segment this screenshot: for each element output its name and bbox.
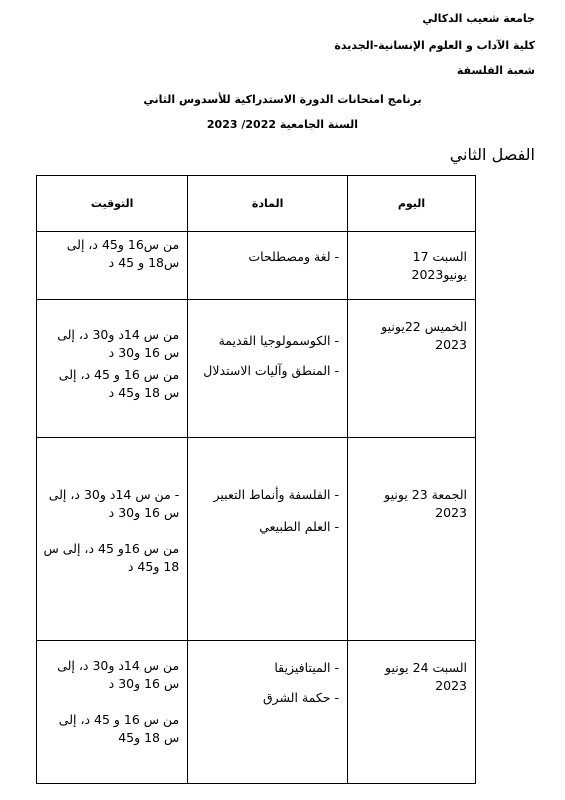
table-header-row (37, 176, 476, 232)
document-title: برنامج امتحانات الدورة الاستدراكية للأسدوس الثاني (143, 93, 422, 106)
day-text: الخميس 22يونيو 2023 (381, 319, 467, 352)
column-header-time: التوقيت (37, 176, 188, 232)
subject-item: - لغة ومصطلحات (248, 249, 339, 264)
time-cell (37, 438, 188, 641)
faculty-name: كلية الآداب و العلوم الإنسانية-الجديدة (334, 39, 535, 52)
day-text: الجمعة 23 يونيو 2023 (384, 487, 467, 520)
table-row (37, 438, 476, 641)
column-header-subject: المادة (188, 176, 348, 232)
subject-item: - الميتافيزيقا (274, 660, 339, 675)
time-cell (37, 300, 188, 438)
time-item: من س 14د و30 د، إلى س 16 و30 د (57, 658, 180, 691)
subject-item: - العلم الطبيعي (259, 519, 339, 534)
time-item: من س 16و 45 د، إلى س 18 و45 د (43, 541, 180, 574)
university-name: جامعة شعيب الدكالي (422, 12, 535, 25)
subject-cell (188, 641, 348, 784)
subject-cell (188, 438, 348, 641)
academic-year: السنة الجامعية 2022/ 2023 (206, 118, 359, 131)
subject-item: - حكمة الشرق (262, 690, 339, 705)
subject-cell (188, 300, 348, 438)
table-row (37, 232, 476, 300)
subject-item: - الكوسمولوجيا القديمة (218, 333, 339, 348)
time-item: من س 16 و 45 د، إلى س 18 و45 د (58, 367, 180, 400)
time-item: من س16 و45 د، إلى س18 و 45 د (66, 237, 180, 270)
day-text: السبت 17 يونيو2023 (411, 249, 467, 282)
subject-cell (188, 232, 348, 300)
day-text: السبت 24 يونيو 2023 (385, 660, 467, 693)
table-row (37, 641, 476, 784)
subject-item: - الفلسفة وأنماط التعبير (213, 487, 339, 502)
day-cell (347, 438, 475, 641)
subject-item: - المنطق وآليات الاستدلال (203, 363, 339, 378)
semester-label: الفصل الثاني (449, 145, 535, 164)
exam-schedule-table (36, 175, 476, 784)
time-item: من س 14د و30 د، إلى س 16 و30 د (57, 327, 180, 360)
time-item: - من س 14د و30 د، إلى س 16 و30 د (48, 487, 180, 520)
column-header-day: اليوم (347, 176, 475, 232)
department-name: شعبة الفلسفة (456, 64, 535, 77)
table-row (37, 300, 476, 438)
day-cell (347, 641, 475, 784)
time-cell (37, 232, 188, 300)
day-cell (347, 232, 475, 300)
day-cell (347, 300, 475, 438)
time-item: من س 16 و 45 د، إلى س 18 و45 (58, 712, 180, 745)
time-cell (37, 641, 188, 784)
